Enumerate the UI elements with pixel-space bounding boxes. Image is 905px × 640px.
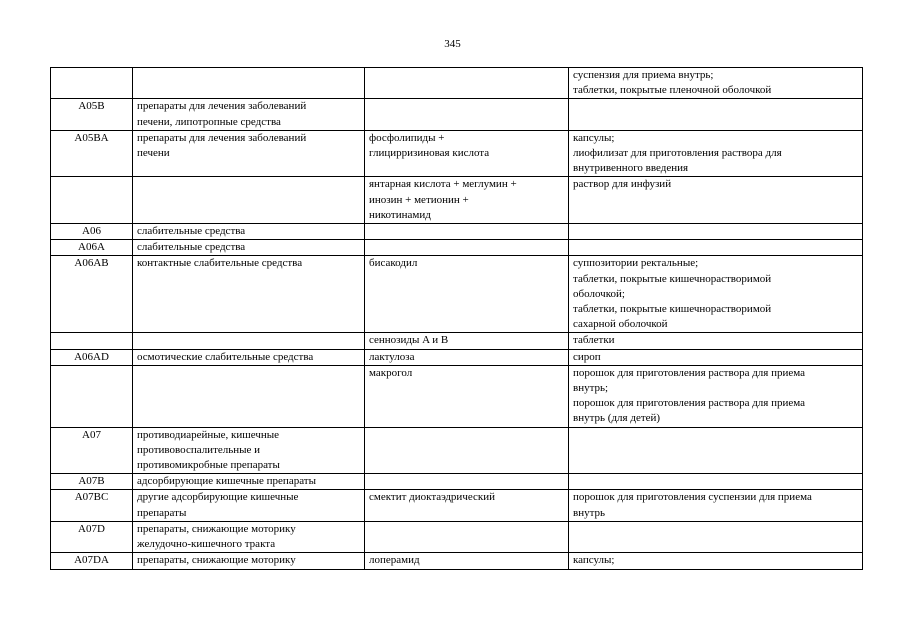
- pharmacological-group-cell: [133, 333, 365, 349]
- pharmacological-group-line: препараты для лечения заболеваний: [137, 100, 307, 113]
- dosage-form-cell: [569, 177, 863, 224]
- atc-code-cell: A07DA: [51, 553, 133, 569]
- atc-code-cell: A07: [51, 427, 133, 474]
- pharmacological-group-cell: [133, 177, 365, 224]
- table-row: [51, 553, 863, 569]
- dosage-form-line: оболочкой;: [573, 287, 625, 300]
- pharmacological-group-line: печени, липотропные средства: [137, 115, 281, 128]
- dosage-form-line: внутрь;: [573, 382, 609, 395]
- dosage-form-line: таблетки, покрытые кишечнорастворимой: [573, 303, 772, 316]
- pharmacological-group-cell: [133, 553, 365, 569]
- pharmacological-group-line: противодиарейные, кишечные: [137, 428, 280, 441]
- atc-code-cell: A06A: [51, 240, 133, 256]
- active-substance-cell: [365, 130, 569, 177]
- active-substance-cell: [365, 521, 569, 552]
- pharmacological-group-cell: [133, 349, 365, 365]
- dosage-form-cell: [569, 99, 863, 130]
- dosage-form-line: внутривенного введения: [573, 162, 689, 175]
- dosage-form-cell: [569, 240, 863, 256]
- active-substance-cell: [365, 490, 569, 521]
- table-row: [51, 474, 863, 490]
- dosage-form-line: капсулы;: [573, 131, 615, 144]
- atc-code-cell: A06: [51, 224, 133, 240]
- atc-code-cell: [51, 333, 133, 349]
- active-substance-line: лактулоза: [369, 350, 415, 363]
- pharmacological-group-cell: [133, 224, 365, 240]
- active-substance-line: макрогол: [369, 366, 413, 379]
- pharmacological-group-line: осмотические слабительные средства: [137, 350, 314, 363]
- table-row: [51, 130, 863, 177]
- pharmacological-group-cell: [133, 365, 365, 427]
- pharmacological-group-line: адсорбирующие кишечные препараты: [137, 475, 316, 488]
- table-row: [51, 240, 863, 256]
- table-row: [51, 521, 863, 552]
- active-substance-line: бисакодил: [369, 257, 418, 270]
- active-substance-cell: [365, 68, 569, 99]
- pharmacological-group-line: препараты: [137, 506, 187, 519]
- active-substance-cell: [365, 240, 569, 256]
- dosage-form-cell: [569, 490, 863, 521]
- table-row: [51, 256, 863, 333]
- atc-code-cell: A05BA: [51, 130, 133, 177]
- pharmacological-group-cell: [133, 474, 365, 490]
- active-substance-cell: [365, 333, 569, 349]
- dosage-form-line: порошок для приготовления раствора для приема: [573, 397, 806, 410]
- atc-code-cell: [51, 177, 133, 224]
- pharmacological-group-line: печени: [137, 147, 170, 160]
- dosage-form-cell: [569, 521, 863, 552]
- dosage-form-line: сироп: [573, 350, 601, 363]
- pharmacological-group-cell: [133, 240, 365, 256]
- pharmacological-group-cell: [133, 427, 365, 474]
- pharmacological-group-cell: [133, 130, 365, 177]
- dosage-form-cell: [569, 130, 863, 177]
- pharmacological-group-line: противомикробные препараты: [137, 459, 280, 472]
- atc-code-cell: A06AD: [51, 349, 133, 365]
- atc-code-cell: [51, 68, 133, 99]
- table-body: [51, 68, 863, 570]
- dosage-form-cell: [569, 224, 863, 240]
- dosage-form-line: капсулы;: [573, 554, 615, 567]
- active-substance-cell: [365, 256, 569, 333]
- pharmacological-group-cell: [133, 68, 365, 99]
- dosage-form-line: раствор для инфузий: [573, 178, 672, 191]
- table-row: [51, 177, 863, 224]
- pharmacological-group-cell: [133, 490, 365, 521]
- active-substance-line: лоперамид: [369, 554, 420, 567]
- active-substance-cell: [365, 99, 569, 130]
- dosage-form-line: таблетки, покрытые кишечнорастворимой: [573, 272, 772, 285]
- table-row: [51, 333, 863, 349]
- atc-code-cell: A07BC: [51, 490, 133, 521]
- dosage-form-line: лиофилизат для приготовления раствора для: [573, 147, 782, 160]
- active-substance-line: инозин + метионин +: [369, 193, 469, 206]
- active-substance-cell: [365, 177, 569, 224]
- atc-code-cell: A07D: [51, 521, 133, 552]
- page-number: 345: [444, 38, 461, 50]
- active-substance-line: никотинамид: [369, 208, 431, 221]
- dosage-form-line: порошок для приготовления суспензии для приема: [573, 491, 812, 504]
- table-row: [51, 349, 863, 365]
- table-row: [51, 365, 863, 427]
- dosage-form-cell: [569, 68, 863, 99]
- pharmacological-group-line: контактные слабительные средства: [137, 257, 303, 270]
- dosage-form-line: внутрь (для детей): [573, 412, 661, 425]
- dosage-form-cell: [569, 553, 863, 569]
- pharmacological-group-line: препараты, снижающие моторику: [137, 554, 296, 567]
- atc-code-cell: A05B: [51, 99, 133, 130]
- active-substance-line: сеннозиды A и B: [369, 334, 449, 347]
- pharmacological-group-line: противовоспалительные и: [137, 443, 261, 456]
- atc-code-cell: [51, 365, 133, 427]
- active-substance-cell: [365, 427, 569, 474]
- dosage-form-line: таблетки: [573, 334, 615, 347]
- pharmacological-group-cell: [133, 521, 365, 552]
- dosage-form-line: суппозитории ректальные;: [573, 257, 699, 270]
- dosage-form-line: суспензия для приема внутрь;: [573, 69, 714, 81]
- active-substance-line: янтарная кислота + меглумин +: [369, 178, 517, 191]
- pharmacological-group-cell: [133, 256, 365, 333]
- dosage-form-cell: [569, 474, 863, 490]
- drug-classification-table: [50, 67, 863, 570]
- dosage-form-cell: [569, 256, 863, 333]
- dosage-form-line: внутрь: [573, 506, 606, 519]
- pharmacological-group-line: другие адсорбирующие кишечные: [137, 491, 299, 504]
- pharmacological-group-line: слабительные средства: [137, 241, 246, 254]
- active-substance-cell: [365, 349, 569, 365]
- dosage-form-line: таблетки, покрытые пленочной оболочкой: [573, 84, 772, 97]
- pharmacological-group-line: препараты для лечения заболеваний: [137, 131, 307, 144]
- pharmacological-group-cell: [133, 99, 365, 130]
- active-substance-cell: [365, 553, 569, 569]
- table-row: [51, 490, 863, 521]
- dosage-form-line: порошок для приготовления раствора для приема: [573, 366, 806, 379]
- dosage-form-line: сахарной оболочкой: [573, 318, 668, 331]
- atc-code-cell: A07B: [51, 474, 133, 490]
- pharmacological-group-line: слабительные средства: [137, 225, 246, 238]
- table-row: [51, 99, 863, 130]
- dosage-form-cell: [569, 349, 863, 365]
- pharmacological-group-line: желудочно-кишечного тракта: [137, 538, 276, 551]
- pharmacological-group-line: препараты, снижающие моторику: [137, 522, 296, 535]
- active-substance-cell: [365, 224, 569, 240]
- atc-code-cell: A06AB: [51, 256, 133, 333]
- table-row: [51, 68, 863, 99]
- active-substance-line: глицирризиновая кислота: [369, 147, 490, 160]
- dosage-form-cell: [569, 427, 863, 474]
- active-substance-line: смектит диоктаэдрический: [369, 491, 496, 504]
- active-substance-cell: [365, 365, 569, 427]
- dosage-form-cell: [569, 365, 863, 427]
- active-substance-cell: [365, 474, 569, 490]
- table-row: [51, 427, 863, 474]
- table-row: [51, 224, 863, 240]
- active-substance-line: фосфолипиды +: [369, 131, 445, 144]
- dosage-form-cell: [569, 333, 863, 349]
